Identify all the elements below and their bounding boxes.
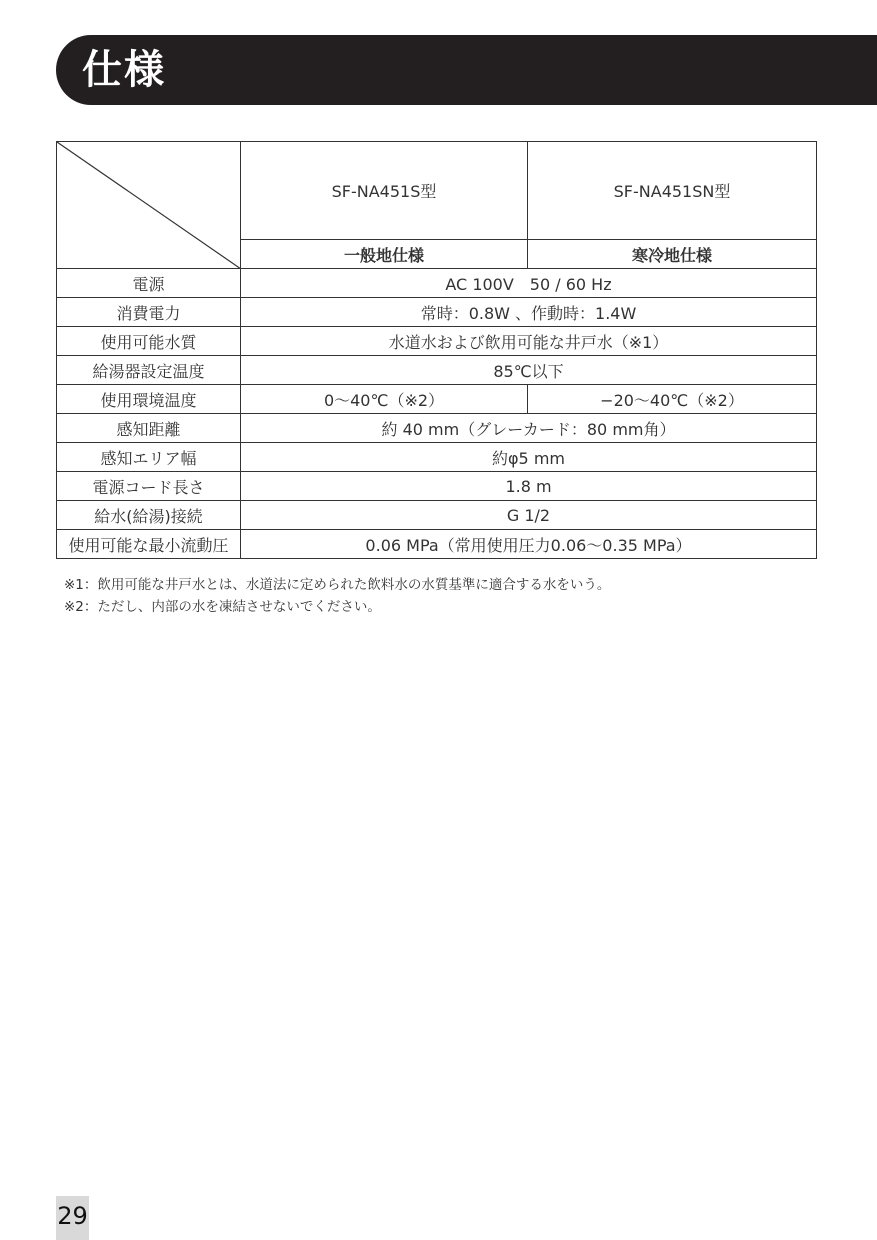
page-title: 仕様 [82, 47, 166, 93]
model-name-general: SF-NA451S型 [241, 142, 528, 240]
page-number: 29 [56, 1196, 89, 1240]
row-label: 電源コード長さ [57, 472, 241, 501]
table-row [57, 530, 817, 559]
footnotes [64, 574, 610, 618]
corner-cell [57, 142, 241, 269]
table-row [57, 269, 817, 298]
spec-table [56, 141, 817, 559]
row-label: 感知距離 [57, 414, 241, 443]
row-value: 約 40 mm（グレーカード：80 mm角） [241, 414, 817, 443]
section-title-bar [56, 35, 877, 105]
row-label: 使用可能な最小流動圧 [57, 530, 241, 559]
table-row [57, 327, 817, 356]
row-value: G 1/2 [241, 501, 817, 530]
row-label: 感知エリア幅 [57, 443, 241, 472]
table-row [57, 414, 817, 443]
row-label: 電源 [57, 269, 241, 298]
row-value-general: 0〜40℃（※2） [241, 385, 528, 414]
table-row [57, 501, 817, 530]
row-value: 水道水および飲用可能な井戸水（※1） [241, 327, 817, 356]
row-label: 給水(給湯)接続 [57, 501, 241, 530]
row-label: 消費電力 [57, 298, 241, 327]
model-name-cold: SF-NA451SN型 [528, 142, 817, 240]
table-row [57, 443, 817, 472]
row-value: 1.8 m [241, 472, 817, 501]
row-value: 常時：0.8W 、作動時：1.4W [241, 298, 817, 327]
footnote-2: ※2：ただし、内部の水を凍結させないでください。 [64, 599, 381, 615]
footnote-1: ※1：飲用可能な井戸水とは、水道法に定められた飲料水の水質基準に適合する水をいう。 [64, 577, 611, 593]
table-row [57, 472, 817, 501]
row-label: 使用可能水質 [57, 327, 241, 356]
row-label: 使用環境温度 [57, 385, 241, 414]
spec-type-general: 一般地仕様 [241, 240, 528, 269]
table-row [57, 385, 817, 414]
model-header-row [57, 142, 817, 240]
table-row [57, 356, 817, 385]
row-value: 0.06 MPa（常用使用圧力0.06〜0.35 MPa） [241, 530, 817, 559]
diagonal-line [57, 142, 241, 269]
row-value: AC 100V 50 / 60 Hz [241, 269, 817, 298]
row-value-cold: −20〜40℃（※2） [528, 385, 817, 414]
row-label: 給湯器設定温度 [57, 356, 241, 385]
table-row [57, 298, 817, 327]
spec-type-cold: 寒冷地仕様 [528, 240, 817, 269]
row-value: 85℃以下 [241, 356, 817, 385]
row-value: 約φ5 mm [241, 443, 817, 472]
